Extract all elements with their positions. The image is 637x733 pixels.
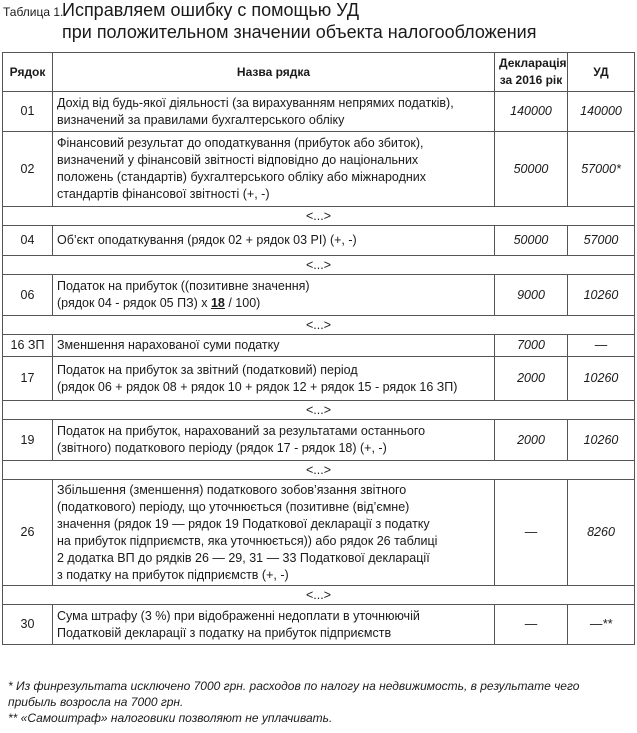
row-name-line: 2 додатка ВП до рядків 26 — 29, 31 — 33 Податкової декларації <box>57 550 430 565</box>
ellipsis: <...> <box>3 461 635 480</box>
row-name-line: визначений у фінансовій звітності відповідно до національних <box>57 153 419 167</box>
table-row <box>3 335 635 357</box>
footnote-1 <box>8 678 633 710</box>
ellipsis-row <box>3 207 635 226</box>
row-code: 06 <box>3 275 53 316</box>
row-ud-value: 8260 <box>568 480 635 586</box>
table-row <box>3 275 635 316</box>
header-declaration-line-1: Декларація <box>499 56 567 70</box>
row-ud-value: 57000* <box>568 132 635 207</box>
rate-value: 18 <box>210 296 225 310</box>
declaration-table <box>2 52 635 645</box>
header-name: Назва рядка <box>53 53 495 92</box>
header-row <box>3 53 635 92</box>
footnote-1-line-2: прибыль возросла на 7000 грн. <box>8 695 184 709</box>
row-code: 01 <box>3 92 53 132</box>
row-ud-value: 10260 <box>568 420 635 461</box>
row-name-line: (звітного) податкового періоду (рядок 17 - рядок 18) (+, -) <box>57 441 387 455</box>
row-name-line: з податку на прибуток підприємств (+, -) <box>57 567 289 582</box>
row-code: 16 ЗП <box>3 335 53 357</box>
row-declaration-value: 2000 <box>495 357 568 401</box>
row-code: 02 <box>3 132 53 207</box>
row-name-line: Сума штрафу (3 %) при відображенні недоплати в уточнюючій <box>57 608 420 623</box>
ellipsis-row <box>3 256 635 275</box>
row-name-line: Податковій декларації з податку на прибуток підприємств <box>57 625 392 640</box>
row-name-line: Податок на прибуток ((позитивне значення) <box>57 279 310 293</box>
row-name-line: (податкового) періоду, що уточнюється (позитивне (від’ємне) <box>57 499 410 514</box>
row-name-line: (рядок 04 - рядок 05 ПЗ) х <box>57 296 211 310</box>
ellipsis-row <box>3 316 635 335</box>
table-row <box>3 226 635 256</box>
footnote-1-line-1: * Из финрезультата исключено 7000 грн. расходов по налогу на недвижимость, в результате чего <box>8 679 580 693</box>
row-ud-value: 10260 <box>568 357 635 401</box>
caption-label: Таблица 1. <box>3 5 64 19</box>
row-declaration-value: 2000 <box>495 420 568 461</box>
row-name <box>53 605 495 645</box>
ellipsis-row <box>3 401 635 420</box>
ellipsis: <...> <box>3 401 635 420</box>
table-row <box>3 92 635 132</box>
row-ud-value: —** <box>568 605 635 645</box>
row-name-line: Податок на прибуток за звітний (податковий) період <box>57 362 358 377</box>
row-name-line: Збільшення (зменшення) податкового зобов’язання звітного <box>57 482 407 497</box>
row-name-line: Податок на прибуток, нарахований за результатами останнього <box>57 424 426 438</box>
row-name <box>53 226 495 256</box>
row-ud-value: 140000 <box>568 92 635 132</box>
table-row <box>3 132 635 207</box>
ellipsis: <...> <box>3 207 635 226</box>
caption-title-line-2: при положительном значении объекта налогообложения <box>62 22 537 42</box>
row-code: 30 <box>3 605 53 645</box>
row-ud-value: 57000 <box>568 226 635 256</box>
header-declaration-line-2: за 2016 рік <box>499 73 563 87</box>
ellipsis-row <box>3 461 635 480</box>
row-name-line: Фінансовий результат до оподаткування (прибуток або збиток), <box>57 136 424 150</box>
row-name <box>53 275 495 316</box>
row-code: 04 <box>3 226 53 256</box>
row-name-line: Об’єкт оподаткування (рядок 02 + рядок 03 РІ) (+, -) <box>57 233 357 247</box>
row-name <box>53 132 495 207</box>
ellipsis: <...> <box>3 586 635 605</box>
row-code: 17 <box>3 357 53 401</box>
row-ud-value: — <box>568 335 635 357</box>
row-declaration-value: 50000 <box>495 226 568 256</box>
row-declaration-value: — <box>495 480 568 586</box>
row-name-line: на прибуток підприємств, яка уточнюється)) або рядок 26 таблиці <box>57 533 438 548</box>
table-row <box>3 480 635 586</box>
row-code: 26 <box>3 480 53 586</box>
row-name-line: Дохід від будь-якої діяльності (за вирахуванням непрямих податків), <box>57 95 454 110</box>
table-row <box>3 605 635 645</box>
header-code: Рядок <box>3 53 53 92</box>
header-declaration <box>495 53 568 92</box>
row-name-line: Зменшення нарахованої суми податку <box>57 338 280 352</box>
row-declaration-value: 140000 <box>495 92 568 132</box>
row-name-line: (рядок 06 + рядок 08 + рядок 10 + рядок 12 + рядок 15 - рядок 16 ЗП) <box>57 379 458 394</box>
row-ud-value: 10260 <box>568 275 635 316</box>
footnote-2: ** «Самоштраф» налоговики позволяют не уплачивать. <box>8 711 333 725</box>
row-name-line: / 100) <box>224 296 261 310</box>
row-name-line: визначений за правилами бухгалтерського обліку <box>57 112 345 127</box>
row-name <box>53 420 495 461</box>
caption-title-line-1: Исправляем ошибку с помощью УД <box>62 0 360 20</box>
ellipsis: <...> <box>3 256 635 275</box>
table-row <box>3 420 635 461</box>
row-name-line: значення (рядок 19 — рядок 19 Податкової декларації з податку <box>57 516 430 531</box>
row-name <box>53 335 495 357</box>
row-name <box>53 480 495 586</box>
row-code: 19 <box>3 420 53 461</box>
row-declaration-value: 50000 <box>495 132 568 207</box>
row-name <box>53 357 495 401</box>
row-name-line: положень (стандартів) бухгалтерського обліку або міжнародних <box>57 170 427 184</box>
ellipsis: <...> <box>3 316 635 335</box>
row-name-line: стандартів фінансової звітності (+, -) <box>57 187 270 201</box>
header-ud: УД <box>568 53 635 92</box>
row-name <box>53 92 495 132</box>
footnotes <box>8 678 633 726</box>
ellipsis-row <box>3 586 635 605</box>
row-declaration-value: — <box>495 605 568 645</box>
row-declaration-value: 7000 <box>495 335 568 357</box>
table-row <box>3 357 635 401</box>
table-caption <box>0 0 637 50</box>
row-declaration-value: 9000 <box>495 275 568 316</box>
